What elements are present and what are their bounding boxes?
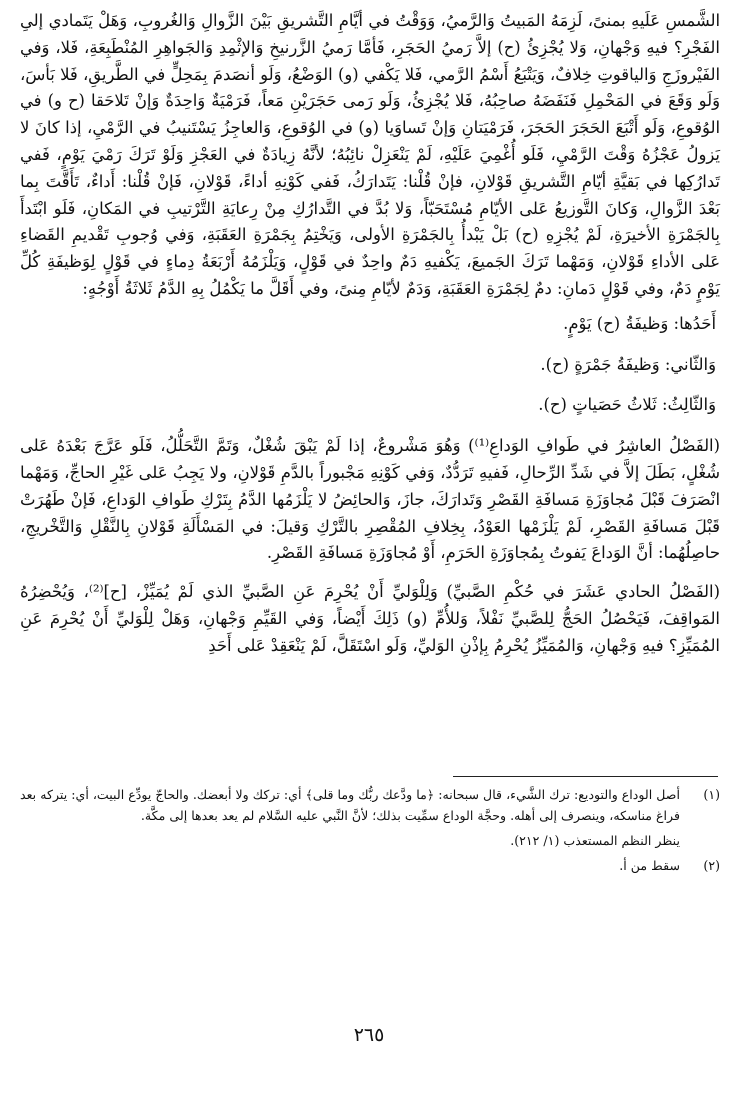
footnote-body xyxy=(20,855,680,880)
footnote-text: أصل الوداع والتوديع: ترك الشَّيء، قال سبحانه: ﴿ما ودَّعك ربُّك وما قلى﴾ أي: تركك ولا أبعضك. والحاجّ يودِّع البيت، أي: يتركه بعد فراغ مناسكه، وينصرف إلى أهله. وحجَّة الوداع سمِّيت بذلك؛ لأنَّ النَّبي عليه السَّلام لم يعد بعدها إلى مكَّة. xyxy=(20,787,680,823)
footnote-text: سقط من أ. xyxy=(619,858,680,873)
list-item-3: وَالثّالِثُ: ثَلاثُ حَصَياتٍ (ح). xyxy=(538,395,716,415)
main-text xyxy=(20,8,720,666)
footnote-number: (١) xyxy=(703,787,720,802)
footnotes xyxy=(20,784,720,880)
page-number: ٢٦٥ xyxy=(353,1024,385,1046)
footnote-reference: ينظر النظم المستعذب (١/ ٢١٢). xyxy=(510,833,680,848)
paragraph-2: (الفَصْلُ العاشِرُ في طَوافِ الوَداعِ⁽¹⁾) وَهُوَ مَشْروعٌ، إذا لَمْ يَبْقَ شُغْلٌ، وَتَمَّ التَّحَلُّلُ، فَلَو عَرَّجَ بَعْدَهُ عَلى شُغْلٍ، بَطَلَ إلاَّ في شَدِّ الرِّحالِ، فَفيهِ تَرَدُّدٌ، وَفي كَوْنِهِ مَجْبوراً بالدَّمِ قَوْلانِ، ولا يَجِبُ عَلى غَيْرِ الحاجِّ، وَمَهْما انْصَرَفَ قَبْلَ مُجاوَزَةِ مَسافَةِ القَصْرِ وَتَدارَكَ، جازَ، وَالحائِضُ لا يَلْزَمُها الدَّمُ بِتَرْكِ طَوافِ الوَداعِ، فَإنْ طَهُرَتْ قَبْلَ مَسافَةِ القَصْرِ، لَمْ يَلْزَمْها العَوْدُ، بِخِلافِ المُقْصِرِ بالتَّرْكِ وَقيلَ: في المَسْأَلَةِ قَوْلانِ بِالنَّقْلِ وَالتَّخْريجِ، حاصِلُهُما: أنَّ الوَداعَ يَفوتُ بِمُجاوَزَةِ الحَرَمِ، أَوْ مُجاوَزَةِ مَسافَةِ القَصْرِ. xyxy=(20,436,721,563)
list-item-1: أَحَدُها: وَظيفَةُ (ح) يَوْمٍ. xyxy=(563,313,716,333)
paragraph-3: (الفَصْلُ الحادي عَشَرَ في حُكْمِ الصَّبيِّ) وَلِلْوَليِّ أَنْ يُحْرِمَ عَنِ الصَّبيِّ الذي لَمْ يُمَيِّزْ، [ح]⁽²⁾، وَيُحْضِرُهُ المَواقِفَ، فَيَحْصُلُ الحَجُّ لِلصَّبيِّ نَفْلاً، وَللأُمِّ (و) ذَلِكَ أَيْضاً، وَفي القَيِّمِ وَجْهانِ، وَهَلْ لِلْوَليِّ أَنْ يُحْرِمَ عَنِ المُمَيِّزِ؟ فيهِ وَجْهانِ، وَالمُمَيِّزُ يُحْرِمُ بِإذْنِ الوَليِّ، وَلَو اسْتَقَلَّ، لَمْ يَنْعَقِدْ عَلى أَحَدِ xyxy=(20,582,720,655)
footnote-2 xyxy=(20,855,720,880)
list-item-2: وَالثّاني: وَظيفَةُ جَمْرَةٍ (ح). xyxy=(540,354,716,374)
paragraph-1: الشَّمسِ عَلَيهِ بمنىً، لَزِمَهُ المَبيتُ وَالرَّميُ، وَوَقْتُ في أيَّامِ التَّشريقِ بَيْنَ الزَّوالِ وَالغُروبِ، وَهَلْ يَتَمادي إلىِ الفَجْرِ؟ فيهِ وَجْهانِ، وَلا يُجْزِئُ (ح) إلاَّ رَميُ الحَجَرِ، فَأمَّا رَميُ الزَّرنيخِ وَالإثْمِدِ وَالجَواهِرِ المُنْطَبِعَةِ، فَلا، وَفي الفَيْروزَجِ وَالياقوتِ خِلافٌ، وَيَتْبَعُ أَسْمُ الرَّمي، فَلا يَكْفي (و) الوَضْعُ، وَلَو أنصَدمَ بِمَحِلٍّ في الطَّريقِ، فَلا بَأسَ، وَلَو وَقَعَ في المَحْمِلِ فَنَفَضَهُ صاحِبُهُ، فَلا يُجْزِئُ، وَلَو رَمى حَجَرَيْنِ مَعاً، فَرَمْيَةٌ وَاحِدَةٌ وَإنْ تَلاحَقا (ح و) في الوُقوعِ، وَلَو أَتْبَعَ الحَجَرَ الحَجَرَ، فَرَمْيَتانِ وَإنْ تَساوَيا (و) في الوُقوعِ، وَالعاجِزُ يَسْتَنيبُ في الرَّمْيِ، إذا كانَ لا يَزولُ عَجْزُهُ وَقْتَ الرَّمْيِ، فَلَو أُغْمِيَ عَلَيْهِ، لَمْ يَنْعَزِلْ نائِبُهُ؛ لأنَّهُ زِيادَةٌ في العَجْزِ وَلَوْ تَرَكَ رَمْيَ يَوْمٍ، فَفي تَدارُكِها في بَقيَّةِ أيّامِ التَّشريقِ قَوْلانِ، فإنْ قُلْنا: يَتَدارَكُ، فَفي كَوْنِهِ أداءً، قَوْلانِ، فَإنْ قُلْنا: أَداءٌ، تَأَقَّتَ بِما بَعْدَ الزَّوالِ، وَكانَ التَّوزيعُ عَلى الأيّامِ مُسْتَحَبّاً، وَلا بُدَّ في التَّدارُكِ مِنْ رِعايَةِ التَّرْتيبِ في المَكانِ، فَلَو ابْتَدأَ بِالجَمْرَةِ الأخيرَةِ، لَمْ يُجْزِهِ (ح) بَلْ يَبْدأُ بِالجَمْرَةِ الأولى، وَيَخْتِمُ بِجَمْرَةِ العَقَبَةِ، وَفي وُجوبِ تَقْديمِ القَضاءِ عَلى الأداءِ قَوْلانِ، وَمَهْما تَرَكَ الجَميعَ، يَكْفيهِ دَمٌ واحِدٌ في قَوْلٍ، وَيَلْزَمُهُ أَرْبَعَةُ دِماءٍ في قَوْلٍ لِوَظيفَةِ كُلِّ يَوْمٍ دَمٌ، وفي قَوْلٍ دَمانِ: دمٌ لِجَمْرَةِ العَقَبَةِ، وَدَمٌ لأيّامِ مِنىً، وفي أَقَلَّ ما يَكْمُلُ بِهِ الدَّمُ ثَلاثَةُ أَوْجُهٍ: xyxy=(20,11,720,298)
footnote-divider xyxy=(453,776,718,777)
footnote-1 xyxy=(20,784,720,855)
footnote-body xyxy=(20,784,680,855)
footnote-number: (٢) xyxy=(703,858,720,873)
